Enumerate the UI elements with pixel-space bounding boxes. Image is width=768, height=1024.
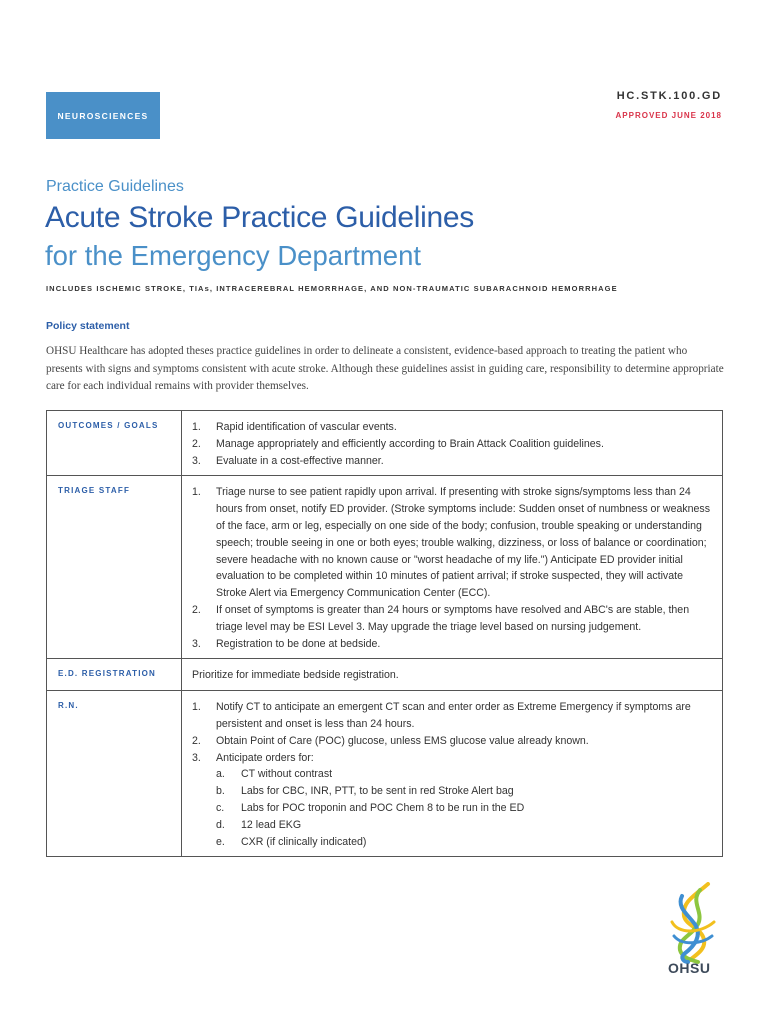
sub-list-item xyxy=(192,766,712,783)
list-letter: c. xyxy=(216,801,225,814)
list-text: Notify CT to anticipate an emergent CT scan and enter order as Extreme Emergency if symptoms are persistent and onset is less than 24 hours. xyxy=(216,701,691,730)
document-kicker: Practice Guidelines xyxy=(46,178,184,195)
list-letter: e. xyxy=(216,835,225,848)
guidelines-table xyxy=(46,410,723,857)
list-item xyxy=(192,733,712,750)
logo-wordmark: OHSU xyxy=(668,960,711,976)
list-item xyxy=(192,484,712,602)
list-text: Labs for POC troponin and POC Chem 8 to be run in the ED xyxy=(241,801,525,814)
list-item xyxy=(192,750,712,767)
sub-list-item xyxy=(192,817,712,834)
list-text: Labs for CBC, INR, PTT, to be sent in red Stroke Alert bag xyxy=(241,785,514,798)
sub-list-item xyxy=(192,834,712,851)
list-number: 1. xyxy=(192,421,201,433)
list-text: Triage nurse to see patient rapidly upon arrival. If presenting with stroke signs/symptoms less than 24 hours from onset, notify ED provider. (Stroke symptoms include: Sudden onset of numbness or weakness of the face, arm or leg, especially on one side of the body; confusion, trouble speaking or understanding speech; trouble seeing in one or both eyes; trouble walking, dizziness, or loss of balance or coordination; severe headache with no known cause or "worst headache of my life.") Anticipate ED provider initial evaluation to be completed within 10 minutes of patient arrival; if stroke suspected, they will activate Stroke Alert via Emergency Communication Center (ECC). xyxy=(216,486,711,600)
list-letter: a. xyxy=(216,768,225,781)
row-content-outcomes xyxy=(182,411,723,476)
row-label-registration: E.D. REGISTRATION xyxy=(47,659,182,691)
list-number: 3. xyxy=(192,454,201,467)
page-title: Acute Stroke Practice Guidelines xyxy=(45,201,474,234)
row-label-outcomes: OUTCOMES / GOALS xyxy=(47,411,182,476)
list-item xyxy=(192,436,712,453)
row-label-rn: R.N. xyxy=(47,691,182,857)
list-number: 3. xyxy=(192,637,201,650)
table-row-outcomes xyxy=(47,411,723,476)
department-badge: NEUROSCIENCES xyxy=(46,92,160,139)
sub-list-item xyxy=(192,800,712,817)
list-text: 12 lead EKG xyxy=(241,818,302,831)
row-content-rn xyxy=(182,691,723,857)
list-text: CXR (if clinically indicated) xyxy=(241,835,367,848)
list-item xyxy=(192,699,712,733)
list-text: Evaluate in a cost-effective manner. xyxy=(216,454,384,467)
list-letter: b. xyxy=(216,785,225,798)
sub-list-item xyxy=(192,783,712,800)
list-text: CT without contrast xyxy=(241,768,333,781)
page-subtitle: for the Emergency Department xyxy=(45,240,422,271)
list-text: Manage appropriately and efficiently according to Brain Attack Coalition guidelines. xyxy=(216,437,604,450)
list-number: 2. xyxy=(192,603,201,616)
list-item xyxy=(192,453,712,470)
row-content-registration: Prioritize for immediate bedside registration. xyxy=(182,659,723,691)
list-text: Anticipate orders for: xyxy=(216,751,314,764)
approval-date: APPROVED JUNE 2018 xyxy=(615,111,722,120)
policy-body: OHSU Healthcare has adopted theses practice guidelines in order to delineate a consistent, evidence-based approach to treating the patient who presents with signs and symptoms consistent with acute stroke. Although these guidelines assist in guiding care, responsibility to determine appropriate care for each individual remains with provider themselves. xyxy=(46,345,724,392)
list-text: Registration to be done at bedside. xyxy=(216,637,381,650)
policy-heading: Policy statement xyxy=(46,320,130,332)
row-label-triage: TRIAGE STAFF xyxy=(47,476,182,659)
table-row-rn xyxy=(47,691,723,857)
list-text: If onset of symptoms is greater than 24 hours or symptoms have resolved and ABC's are stable, then triage level may be ESI Level 3. May upgrade the triage level based on nursing judgement. xyxy=(216,603,690,633)
list-text: Obtain Point of Care (POC) glucose, unless EMS glucose value already known. xyxy=(216,734,589,747)
table-row-triage xyxy=(47,476,723,659)
list-number: 2. xyxy=(192,734,201,747)
list-letter: d. xyxy=(216,818,225,831)
table-row-registration xyxy=(47,659,723,691)
row-content-triage xyxy=(182,476,723,659)
list-number: 2. xyxy=(192,437,201,450)
list-item xyxy=(192,602,712,636)
list-number: 1. xyxy=(192,701,201,714)
document-code: HC.STK.100.GD xyxy=(616,90,722,102)
list-item xyxy=(192,636,712,653)
list-text: Rapid identification of vascular events. xyxy=(216,421,397,433)
list-item xyxy=(192,419,712,436)
scope-line: INCLUDES ISCHEMIC STROKE, TIAs, INTRACEREBRAL HEMORRHAGE, AND NON-TRAUMATIC SUBARACHNOID HEMORRHAGE xyxy=(46,284,618,293)
list-number: 1. xyxy=(192,486,201,499)
list-number: 3. xyxy=(192,751,201,764)
